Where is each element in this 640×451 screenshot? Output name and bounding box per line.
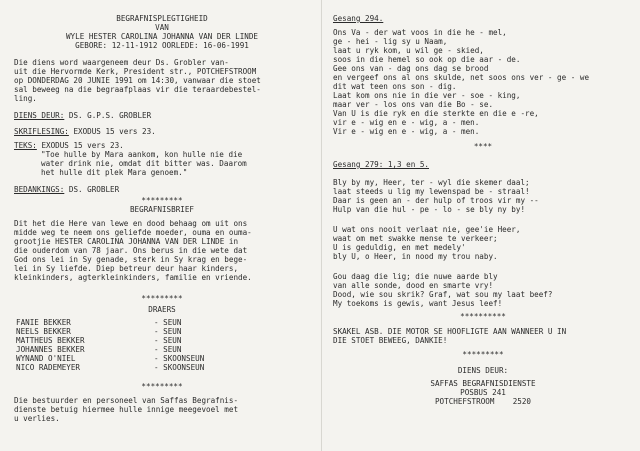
draer-row [16,318,204,327]
draer-row [16,345,204,354]
gesang1-stars: **** [473,142,493,151]
letter-line: God ons lei in Sy genade, sterk in Sy krag en bege- [14,255,248,264]
skriflesing-row [14,127,156,136]
quote-line: "Toe hulle by Mara aankom, kon hulle nie die [41,150,243,159]
lyric-line: bly U, o Heer, in nood my trou naby. [333,252,498,261]
skriflesing-label: SKRIFLESING: [14,127,69,136]
gesang1-title: Gesang 294. [333,14,384,23]
draer-row [16,336,204,345]
teks-value: EXODUS 15 vers 23. [41,141,124,150]
draer-row [16,354,204,363]
gesang1-lyrics [333,28,589,136]
gesang2-stanza-1 [333,178,539,214]
lyric-line: laat u ryk kom, u wil ge - skied, [333,46,484,55]
lyric-line: Hulp van die hul - pe - lo - se bly ny by! [333,205,526,214]
draer-role: - SKOONSEUN [154,363,205,372]
intro-line: sal beweeg na die begraafplaas vir die teraardebestel- [14,85,261,94]
lyric-line: Vir e - wig en e - wig, a - men. [333,127,480,136]
bedankings-label: BEDANKINGS: [14,185,65,194]
lyric-line: My toekoms is gewis, want Jesus leef! [333,299,503,308]
lyric-line: van alle sonde, dood en smarte vry! [333,281,494,290]
footer-posbus: POSBUS 241 [460,388,506,397]
draer-role: - SKOONSEUN [154,354,205,363]
gesang2-stars: ********** [460,312,506,321]
diens-deur-value: DS. G.P.S. GROBLER [68,111,152,120]
letter-line: die ouderdom van 78 jaar. Ons berus in die wete dat [14,246,248,255]
draer-role: - SEUN [154,318,182,327]
header-name: WYLE HESTER CAROLINA JOHANNA VAN DER LINDE [65,32,259,41]
lyric-line: U is geduldig, en met medely' [333,243,466,252]
lyric-line: Gou daag die lig; die nuwe aarde bly [333,272,498,281]
draer-name: NEELS BEKKER [16,327,71,336]
intro-paragraph [14,58,261,103]
footer-postal-code: 2520 [512,397,532,406]
lyric-line: Laat kom ons nie in die ver - soe - king, [333,91,521,100]
bedankings-row [14,185,119,194]
stars-divider: ********* [462,350,504,359]
footer-city-row [333,397,633,406]
notice-line: SKAKEL ASB. DIE MOTOR SE HOOFLIGTE AAN WANNEER U IN [333,327,567,336]
skriflesing-value: EXODUS 15 vers 23. [73,127,156,136]
draer-name: NICO RADEMEYER [16,363,81,372]
footer-company: SAFFAS BEGRAFNISDIENSTE [430,379,536,388]
closing-line: Die bestuurder en personeel van Saffas Begrafnis- [14,396,239,405]
lyric-line: Van U is die ryk en die sterkte en die e -re, [333,109,539,118]
draer-role: - SEUN [154,345,182,354]
letter-line: Dit het die Here van lewe en dood behaag om uit ons [14,219,248,228]
draer-role: - SEUN [154,336,182,345]
closing-line: u verlies. [14,414,60,423]
teks-label: TEKS: [14,141,37,150]
lyric-line: dit wat teen ons son - dig. [333,82,457,91]
footer-diens-deur: DIENS DEUR: [457,366,509,375]
letter-line: lei in Sy liefde. Diep betreur deur haar kinders, [14,264,239,273]
quote-line: het hulle dit plek Mara genoem." [41,168,188,177]
lyric-line: Bly by my, Heer, ter - wyl die skemer daal; [333,178,530,187]
lyric-line: vir e - wig en e - wig, a - men. [333,118,480,127]
lyric-line: Gee ons van - dag ons dag se brood [333,64,489,73]
bedankings-value: DS. GROBLER [68,185,120,194]
intro-line: uit die Hervormde Kerk, President str., POTCHEFSTROOM [14,67,257,76]
begrafnisbrief-heading: BEGRAFNISBRIEF [129,205,194,214]
letter-line: kleinkinders, agterkleinkinders, familie en vriende. [14,273,252,282]
letter-line: midde weg te neem ons geliefde moeder, ouma en ouma- [14,228,252,237]
footer-city: POTCHEFSTROOM [434,397,495,406]
teks-row [14,141,124,150]
diens-deur-label: DIENS DEUR: [14,111,65,120]
lyric-line: laat steeds u lig my lewenspad be - straal! [333,187,530,196]
draer-row [16,327,204,336]
lyric-line: Daar is geen an - der hulp of troos vir my -- [333,196,539,205]
header-dates: GEBORE: 12-11-1912 OORLEDE: 16-06-1991 [75,41,249,50]
gesang2-stanza-5 [333,272,552,308]
begrafnisbrief-text [14,219,252,282]
closing-line: dienste betuig hiermee hulle innige meegevoel met [14,405,239,414]
lyric-line: waat om met swakke mense te verkeer; [333,234,498,243]
intro-line: ling. [14,94,37,103]
gesang2-title: Gesang 279: 1,3 en 5. [333,160,430,169]
lyric-line: soos in die hemel so ook op die aar - de. [333,55,521,64]
header-title: BEGRAFNISPLEGTIGHEID [116,14,208,23]
lyric-line: Ons Va - der wat voos in die he - mel, [333,28,507,37]
stars-divider: ********* [141,294,183,303]
stars-divider: ********* [141,196,183,205]
intro-line: Die diens word waargeneem deur Ds. Grobler van- [14,58,229,67]
stars-divider: ********* [141,382,183,391]
letter-line: grootjie HESTER CAROLINA JOHANNA VAN DER LINDE in [14,237,239,246]
intro-line: op DONDERDAG 20 JUNIE 1991 om 14:30, vanwaar die stoet [14,76,261,85]
lyric-line: ge - hei - lig sy u Naam, [333,37,448,46]
gesang2-stanza-3 [333,225,520,261]
draer-role: - SEUN [154,327,182,336]
lyric-line: U wat ons nooit verlaat nie, gee'ie Heer, [333,225,521,234]
lyric-line: Dood, wie sou skrik? Graf, wat sou my laat beef? [333,290,553,299]
closing-paragraph [14,396,238,423]
draer-name: FANIE BEKKER [16,318,71,327]
header-van: VAN [155,23,169,32]
draers-table [16,318,204,372]
lyric-line: maar ver - los ons van die Bo - se. [333,100,494,109]
draers-heading: DRAERS [148,305,176,314]
notice-line: DIE STOET BEWEEG, DANKIE! [333,336,448,345]
headlights-notice [333,327,566,345]
draer-name: JOHANNES BEKKER [16,345,85,354]
page-fold-divider [321,0,322,451]
diens-deur-row [14,111,151,120]
draer-row [16,363,204,372]
lyric-line: en vergeef ons al ons skulde, net soos ons ver - ge - we [333,73,590,82]
draer-name: MATTHEUS BEKKER [16,336,85,345]
quote-line: water drink nie, omdat dit bitter was. Daarom [41,159,247,168]
teks-quote [41,150,247,177]
draer-name: WYNAND O'NIEL [16,354,76,363]
